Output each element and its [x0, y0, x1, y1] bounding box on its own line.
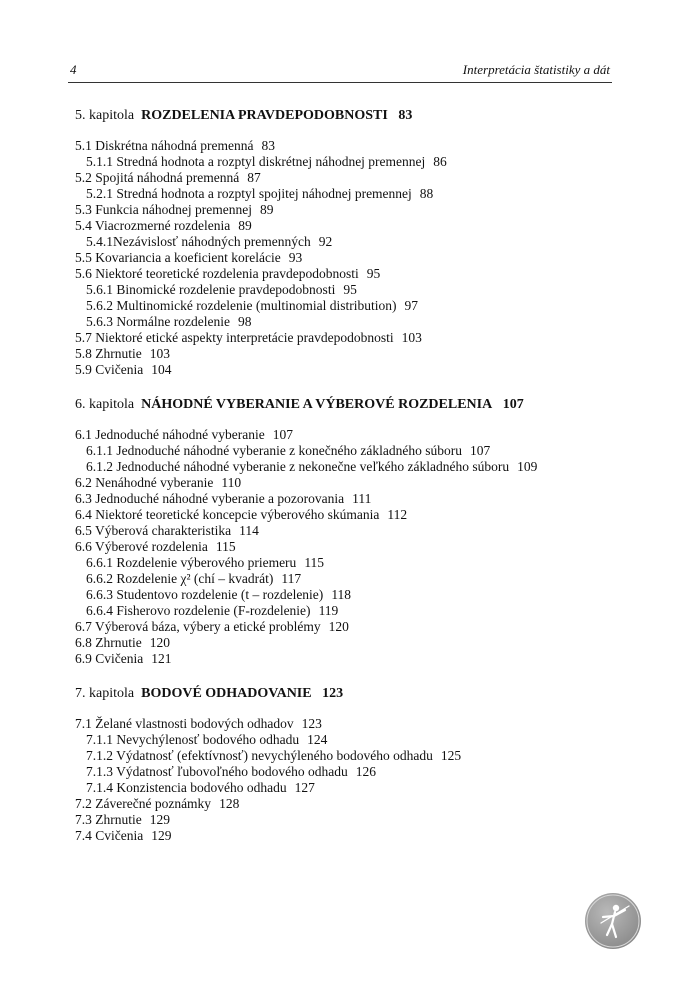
toc-entry — [75, 491, 615, 507]
page-number: 4 — [70, 62, 77, 77]
toc-entry-page: 97 — [404, 298, 418, 313]
chapter-prefix: 6. kapitola — [75, 397, 135, 412]
chapter-section — [75, 684, 615, 844]
toc-entry-title: 5.6.3 Normálne rozdelenie — [86, 314, 230, 329]
chapter-section — [75, 395, 615, 667]
toc-entry-page: 109 — [517, 459, 538, 474]
toc-entry-page: 115 — [304, 555, 325, 570]
toc-entry-page: 92 — [318, 234, 333, 249]
table-of-contents — [75, 106, 615, 861]
toc-entry-page: 103 — [149, 346, 170, 361]
toc-entry-page: 119 — [318, 603, 339, 618]
toc-entry — [75, 475, 615, 491]
toc-entry-title: 7.2 Záverečné poznámky — [75, 796, 212, 811]
toc-entry — [75, 346, 615, 362]
toc-entry — [75, 427, 615, 443]
book-title: Interpretácia štatistiky a dát — [462, 62, 610, 77]
toc-entry-page: 95 — [343, 282, 357, 297]
toc-entry-title: 6.3 Jednoduché náhodné vyberanie a pozorovania — [75, 491, 345, 506]
toc-entry — [75, 154, 615, 170]
running-header — [68, 60, 612, 83]
toc-entry-page: 124 — [307, 732, 328, 747]
toc-entry-page: 120 — [328, 619, 349, 634]
toc-entry — [75, 828, 615, 844]
toc-entry — [75, 266, 615, 282]
toc-entry-page: 103 — [401, 330, 422, 345]
toc-entry — [75, 716, 615, 732]
toc-entry-page: 127 — [294, 780, 315, 795]
toc-entry-title: 5.5 Kovariancia a koeficient korelácie — [75, 250, 281, 265]
toc-entry — [75, 507, 615, 523]
toc-entry — [75, 764, 615, 780]
toc-entry-title: 5.3 Funkcia náhodnej premennej — [75, 202, 252, 217]
toc-entry-page: 115 — [215, 539, 236, 554]
toc-entry — [75, 619, 615, 635]
chapter-heading — [75, 395, 615, 415]
toc-entry — [75, 186, 615, 202]
toc-entry-page: 95 — [366, 266, 381, 281]
toc-entry — [75, 635, 615, 651]
toc-entry-page: 120 — [149, 635, 170, 650]
toc-entry-title: 6.7 Výberová báza, výbery a etické problémy — [75, 619, 321, 634]
toc-entry — [75, 314, 615, 330]
toc-entry — [75, 539, 615, 555]
toc-entry-page: 111 — [352, 491, 372, 506]
toc-entry-title: 5.1 Diskrétna náhodná premenná — [75, 138, 254, 153]
toc-entry — [75, 748, 615, 764]
toc-entry-page: 88 — [419, 186, 434, 201]
toc-entry-title: 5.6.2 Multinomické rozdelenie (multinomial distribution) — [86, 298, 397, 313]
toc-entry — [75, 459, 615, 475]
toc-entry — [75, 651, 615, 667]
toc-entry-page: 87 — [247, 170, 261, 185]
toc-entry — [75, 812, 615, 828]
toc-entry-title: 7.1.1 Nevychýlenosť bodového odhadu — [86, 732, 300, 747]
toc-entry — [75, 138, 615, 154]
toc-entry-title: 5.1.1 Stredná hodnota a rozptyl diskrétnej náhodnej premennej — [86, 154, 426, 169]
toc-entry-title: 6.8 Zhrnutie — [75, 635, 142, 650]
toc-entry-title: 6.6 Výberové rozdelenia — [75, 539, 208, 554]
toc-entry-title: 7.1 Želané vlastnosti bodových odhadov — [75, 716, 294, 731]
toc-entry-title: 7.1.4 Konzistencia bodového odhadu — [86, 780, 287, 795]
chapter-title: ROZDELENIA PRAVDEPODOBNOSTI — [141, 108, 388, 123]
toc-entry-page: 93 — [288, 250, 303, 265]
toc-entry-page: 104 — [151, 362, 172, 377]
toc-entry-title: 6.1.2 Jednoduché náhodné vyberanie z nekonečne veľkého základného súboru — [86, 459, 510, 474]
toc-entry — [75, 362, 615, 378]
toc-entry-page: 121 — [151, 651, 172, 666]
chapter-title: NÁHODNÉ VYBERANIE A VÝBEROVÉ ROZDELENIA — [141, 397, 493, 412]
toc-entry-title: 5.2.1 Stredná hodnota a rozptyl spojitej náhodnej premennej — [86, 186, 412, 201]
toc-entry-page: 117 — [281, 571, 302, 586]
toc-entry-page: 114 — [239, 523, 259, 538]
toc-entry — [75, 218, 615, 234]
toc-entry-title: 7.1.2 Výdatnosť (efektívnosť) nevychýleného bodového odhadu — [86, 748, 433, 763]
toc-entry — [75, 298, 615, 314]
toc-entry-page: 83 — [261, 138, 275, 153]
toc-entry — [75, 571, 615, 587]
toc-entry-page: 89 — [259, 202, 274, 217]
chapter-title: BODOVÉ ODHADOVANIE — [141, 686, 312, 701]
toc-entry — [75, 603, 615, 619]
toc-entry-page: 125 — [440, 748, 462, 763]
toc-entry-page: 107 — [272, 427, 293, 442]
toc-entry — [75, 202, 615, 218]
toc-entry-title: 6.5 Výberová charakteristika — [75, 523, 232, 538]
chapter-heading — [75, 106, 615, 126]
toc-entry-title: 6.4 Niektoré teoretické koncepcie výberového skúmania — [75, 507, 380, 522]
toc-entry-page: 129 — [149, 812, 170, 827]
toc-entry-title: 6.1.1 Jednoduché náhodné vyberanie z konečného základného súboru — [86, 443, 462, 458]
toc-entry-title: 5.6.1 Binomické rozdelenie pravdepodobnosti — [86, 282, 336, 297]
toc-entry-page: 112 — [387, 507, 408, 522]
toc-entry-page: 110 — [221, 475, 242, 490]
toc-entry — [75, 587, 615, 603]
publisher-logo-icon — [585, 893, 641, 949]
toc-entry-list — [75, 427, 615, 667]
toc-entry — [75, 780, 615, 796]
toc-entry-page: 129 — [151, 828, 172, 843]
toc-entry-page: 118 — [331, 587, 352, 602]
toc-entry-page: 98 — [237, 314, 252, 329]
toc-entry — [75, 523, 615, 539]
toc-entry-list — [75, 716, 615, 844]
toc-entry-title: 7.3 Zhrnutie — [75, 812, 142, 827]
toc-entry-title: 5.7 Niektoré etické aspekty interpretácie pravdepodobnosti — [75, 330, 394, 345]
toc-entry-title: 6.1 Jednoduché náhodné vyberanie — [75, 427, 265, 442]
toc-entry-list — [75, 138, 615, 378]
chapter-section — [75, 106, 615, 378]
toc-entry-title: 6.6.4 Fisherovo rozdelenie (F-rozdelenie) — [86, 603, 311, 618]
toc-entry-title: 5.6 Niektoré teoretické rozdelenia pravdepodobnosti — [75, 266, 359, 281]
toc-entry-page: 89 — [238, 218, 252, 233]
toc-entry-title: 7.4 Cvičenia — [75, 828, 144, 843]
toc-entry-page: 123 — [301, 716, 322, 731]
toc-entry-title: 6.9 Cvičenia — [75, 651, 144, 666]
toc-entry-title: 5.4.1Nezávislosť náhodných premenných — [86, 234, 311, 249]
chapter-prefix: 7. kapitola — [75, 686, 135, 701]
toc-entry — [75, 796, 615, 812]
toc-entry-title: 6.2 Nenáhodné vyberanie — [75, 475, 214, 490]
toc-entry — [75, 170, 615, 186]
toc-entry-page: 86 — [433, 154, 447, 169]
toc-entry — [75, 443, 615, 459]
toc-entry — [75, 282, 615, 298]
toc-entry-title: 5.4 Viacrozmerné rozdelenia — [75, 218, 231, 233]
chapter-page-number: 83 — [398, 108, 413, 123]
toc-entry-title: 5.2 Spojitá náhodná premenná — [75, 170, 240, 185]
chapter-page-number: 107 — [502, 397, 524, 412]
toc-entry-title: 6.6.2 Rozdelenie χ² (chí – kvadrát) — [86, 571, 274, 586]
toc-entry-title: 6.6.1 Rozdelenie výberového priemeru — [86, 555, 297, 570]
toc-entry-page: 128 — [219, 796, 240, 811]
chapter-page-number: 123 — [322, 686, 344, 701]
toc-entry — [75, 234, 615, 250]
toc-entry-title: 5.9 Cvičenia — [75, 362, 144, 377]
toc-entry-title: 7.1.3 Výdatnosť ľubovoľného bodového odhadu — [86, 764, 348, 779]
toc-entry — [75, 732, 615, 748]
toc-entry-page: 107 — [470, 443, 491, 458]
toc-entry — [75, 555, 615, 571]
toc-entry — [75, 250, 615, 266]
toc-entry — [75, 330, 615, 346]
toc-entry-title: 5.8 Zhrnutie — [75, 346, 142, 361]
chapter-prefix: 5. kapitola — [75, 108, 135, 123]
toc-entry-page: 126 — [355, 764, 376, 779]
chapter-heading — [75, 684, 615, 704]
toc-entry-title: 6.6.3 Studentovo rozdelenie (t – rozdelenie) — [86, 587, 324, 602]
